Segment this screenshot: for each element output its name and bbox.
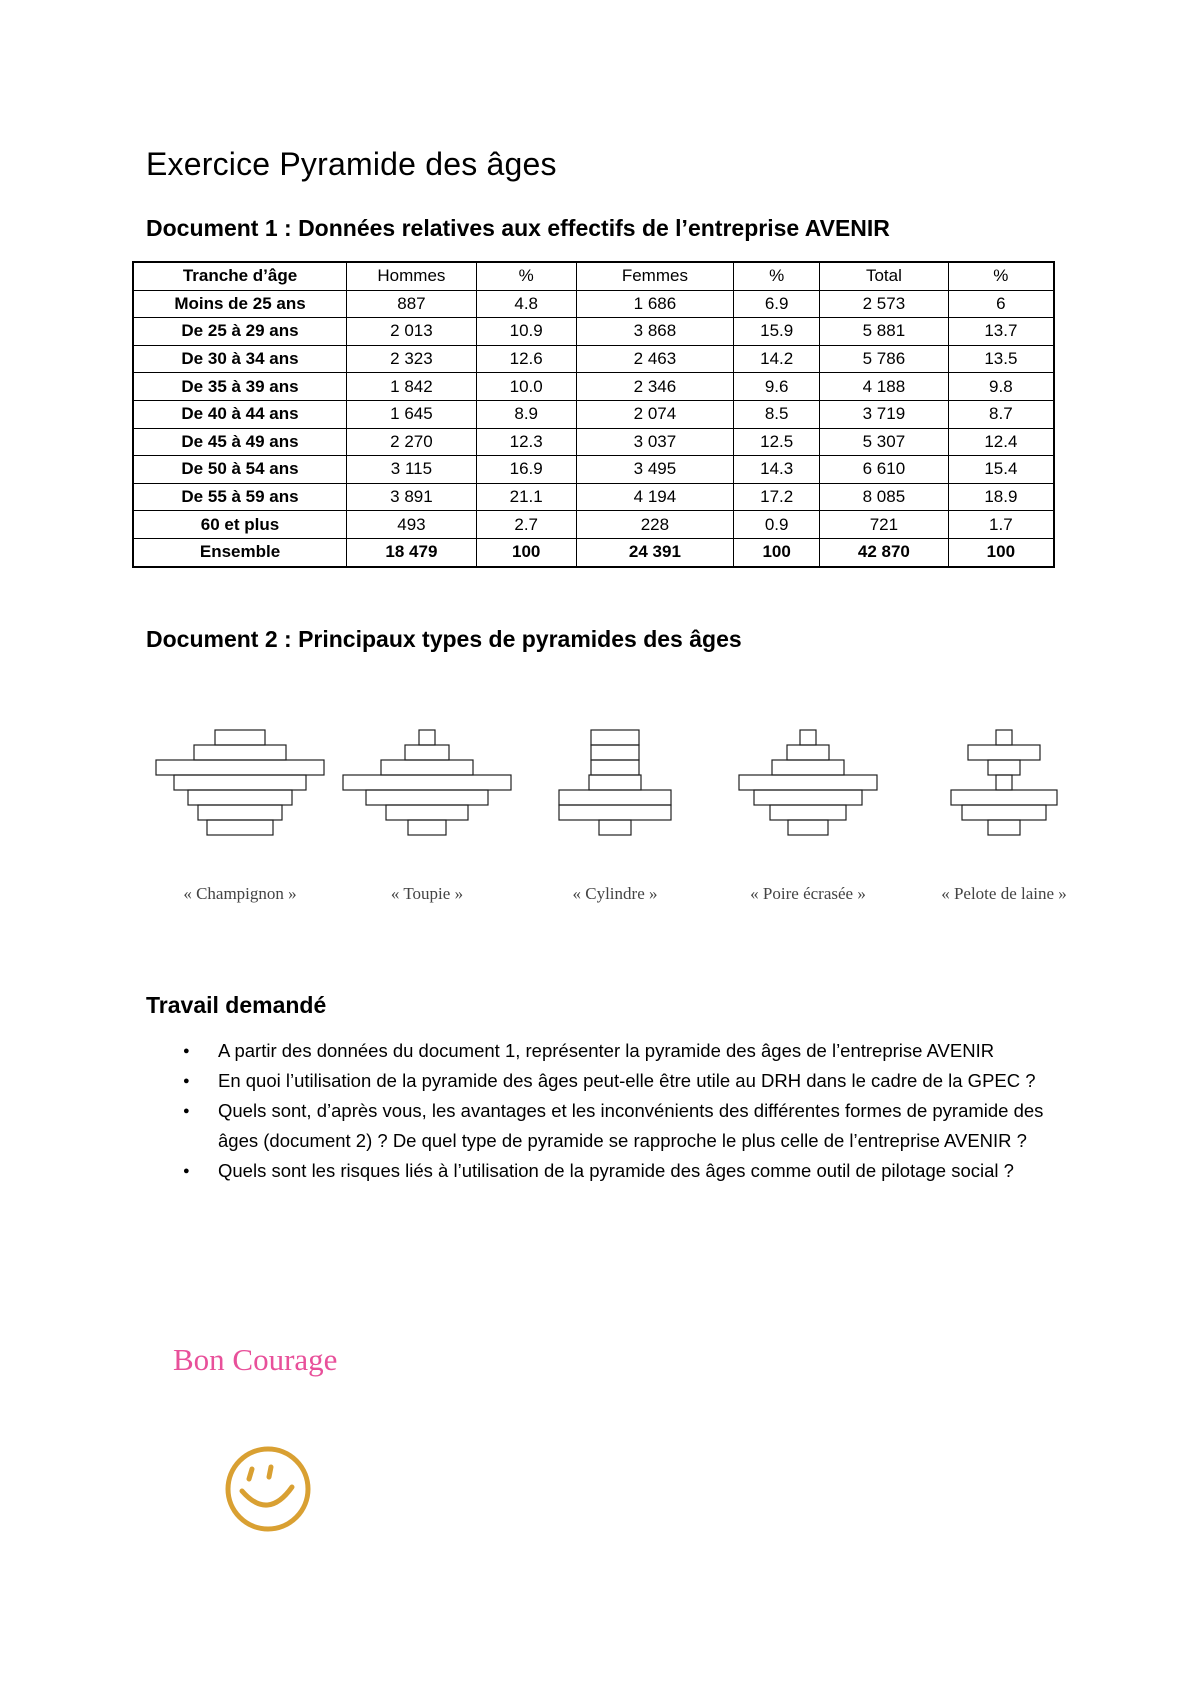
table-cell: 12.6 <box>476 345 576 373</box>
pyramid-bar <box>207 820 273 835</box>
pyramid-bar <box>194 745 286 760</box>
table-cell: Ensemble <box>133 538 347 566</box>
pyramid-bar <box>381 760 473 775</box>
pyramid-bar <box>408 820 446 835</box>
table-cell: 18.9 <box>948 483 1054 511</box>
table-row <box>133 483 1054 511</box>
pyramid-bar <box>996 730 1012 745</box>
pyramid-bar <box>772 760 844 775</box>
bon-courage-text: Bon Courage <box>173 1342 338 1377</box>
table-cell: 3 037 <box>576 428 734 456</box>
table-cell: 42 870 <box>820 538 949 566</box>
table-cell: 8 085 <box>820 483 949 511</box>
pyramid-bar <box>559 790 671 805</box>
pyramid-type-shape <box>559 730 671 835</box>
pyramid-bar <box>188 790 292 805</box>
table-cell: % <box>734 262 820 290</box>
pyramid-bar <box>198 805 282 820</box>
pyramid-bar <box>800 730 816 745</box>
table-cell: 3 891 <box>347 483 477 511</box>
document-1-heading: Document 1 : Données relatives aux effectifs de l’entreprise AVENIR <box>146 215 890 241</box>
table-row <box>133 290 1054 318</box>
table-cell: 12.5 <box>734 428 820 456</box>
table-cell: 18 479 <box>347 538 477 566</box>
table-cell: 721 <box>820 511 949 539</box>
table-cell: De 55 à 59 ans <box>133 483 347 511</box>
table-cell: 6 610 <box>820 456 949 484</box>
table-cell: 3 115 <box>347 456 477 484</box>
table-cell: 8.5 <box>734 400 820 428</box>
table-row <box>133 400 1054 428</box>
table-cell: 493 <box>347 511 477 539</box>
table-cell: 1 686 <box>576 290 734 318</box>
pyramid-bar <box>770 805 846 820</box>
list-item: ● A partir des données du document 1, représenter la pyramide des âges de l’entreprise AVENIR <box>176 1036 1056 1066</box>
pyramid-bar <box>559 805 671 820</box>
workforce-table-body <box>133 262 1054 567</box>
pyramid-bar <box>591 760 639 775</box>
pyramid-bar <box>787 745 829 760</box>
pyramid-types-figure <box>0 700 1200 860</box>
workforce-table <box>132 261 1055 568</box>
table-row <box>133 456 1054 484</box>
table-cell: 100 <box>734 538 820 566</box>
pyramid-type-caption: « Toupie » <box>390 884 464 903</box>
table-cell: 10.9 <box>476 318 576 346</box>
table-cell: De 25 à 29 ans <box>133 318 347 346</box>
table-cell: 2 013 <box>347 318 477 346</box>
pyramid-type-caption: « Poire écrasée » <box>750 884 866 903</box>
table-cell: 4 194 <box>576 483 734 511</box>
pyramid-bar <box>591 730 639 745</box>
table-cell: 100 <box>948 538 1054 566</box>
pyramid-bar <box>951 790 1057 805</box>
table-cell: 2 323 <box>347 345 477 373</box>
pyramid-bar <box>156 760 324 775</box>
table-cell: Total <box>820 262 949 290</box>
table-cell: 6.9 <box>734 290 820 318</box>
pyramid-bar <box>215 730 265 745</box>
table-cell: 16.9 <box>476 456 576 484</box>
table-cell: 9.8 <box>948 373 1054 401</box>
table-cell: 12.3 <box>476 428 576 456</box>
table-cell: 0.9 <box>734 511 820 539</box>
table-cell: 100 <box>476 538 576 566</box>
pyramid-bar <box>174 775 306 790</box>
list-item: ● En quoi l’utilisation de la pyramide des âges peut-elle être utile au DRH dans le cadre de la GPEC ? <box>176 1066 1056 1096</box>
smiley-icon <box>222 1443 314 1535</box>
table-cell: 21.1 <box>476 483 576 511</box>
table-cell: 3 719 <box>820 400 949 428</box>
table-cell: De 45 à 49 ans <box>133 428 347 456</box>
table-cell: 24 391 <box>576 538 734 566</box>
table-cell: 228 <box>576 511 734 539</box>
table-cell: 17.2 <box>734 483 820 511</box>
table-cell: 5 881 <box>820 318 949 346</box>
table-cell: 6 <box>948 290 1054 318</box>
list-item: ● Quels sont, d’après vous, les avantages et les inconvénients des différentes formes de pyramide des âges (document 2) ? De quel type de pyramide se rapproche le plus celle de l’entreprise AVENIR ? <box>176 1096 1056 1156</box>
list-item: ● Quels sont les risques liés à l’utilisation de la pyramide des âges comme outil de pilotage social ? <box>176 1156 1056 1186</box>
pyramid-bar <box>343 775 511 790</box>
pyramid-bar <box>591 745 639 760</box>
table-cell: % <box>948 262 1054 290</box>
table-cell: Moins de 25 ans <box>133 290 347 318</box>
pyramid-type-caption: « Pelote de laine » <box>941 884 1067 903</box>
table-cell: 2 573 <box>820 290 949 318</box>
table-cell: 5 786 <box>820 345 949 373</box>
pyramid-bar <box>988 760 1020 775</box>
pyramid-bar <box>589 775 641 790</box>
table-cell: De 30 à 34 ans <box>133 345 347 373</box>
table-cell: De 40 à 44 ans <box>133 400 347 428</box>
pyramid-bar <box>366 790 488 805</box>
table-cell: 2 270 <box>347 428 477 456</box>
pyramid-bar <box>739 775 877 790</box>
table-cell: 2 463 <box>576 345 734 373</box>
table-cell: 2 074 <box>576 400 734 428</box>
pyramid-type-shape <box>951 730 1057 835</box>
table-cell: 15.4 <box>948 456 1054 484</box>
table-cell: 1 645 <box>347 400 477 428</box>
table-cell: 1 842 <box>347 373 477 401</box>
pyramid-type-caption: « Cylindre » <box>572 884 658 903</box>
table-cell: De 50 à 54 ans <box>133 456 347 484</box>
pyramid-bar <box>405 745 449 760</box>
table-cell: 14.3 <box>734 456 820 484</box>
tasks-heading: Travail demandé <box>146 992 327 1018</box>
table-cell: 12.4 <box>948 428 1054 456</box>
table-cell: 8.7 <box>948 400 1054 428</box>
pyramid-bar <box>754 790 862 805</box>
table-row <box>133 428 1054 456</box>
table-cell: 13.5 <box>948 345 1054 373</box>
task-list <box>176 1036 1056 1186</box>
table-cell: 887 <box>347 290 477 318</box>
table-cell: 13.7 <box>948 318 1054 346</box>
table-cell: 2 346 <box>576 373 734 401</box>
table-cell: 14.2 <box>734 345 820 373</box>
pyramid-type-shape <box>156 730 324 835</box>
table-cell: Tranche d’âge <box>133 262 347 290</box>
table-row <box>133 318 1054 346</box>
pyramid-bar <box>962 805 1046 820</box>
pyramid-bar <box>599 820 631 835</box>
table-row <box>133 373 1054 401</box>
table-cell: 60 et plus <box>133 511 347 539</box>
pyramid-bar <box>988 820 1020 835</box>
table-cell: 3 495 <box>576 456 734 484</box>
table-row <box>133 345 1054 373</box>
table-cell: Hommes <box>347 262 477 290</box>
table-cell: 5 307 <box>820 428 949 456</box>
table-cell: 8.9 <box>476 400 576 428</box>
document-2-heading: Document 2 : Principaux types de pyramides des âges <box>146 626 742 652</box>
table-header-row <box>133 262 1054 290</box>
table-cell: 2.7 <box>476 511 576 539</box>
pyramid-bar <box>788 820 828 835</box>
pyramid-type-caption: « Champignon » <box>183 884 297 903</box>
table-row <box>133 511 1054 539</box>
table-cell: Femmes <box>576 262 734 290</box>
pyramid-bar <box>386 805 468 820</box>
table-cell: De 35 à 39 ans <box>133 373 347 401</box>
pyramid-type-shape <box>343 730 511 835</box>
table-cell: 4.8 <box>476 290 576 318</box>
table-cell: 9.6 <box>734 373 820 401</box>
table-cell: 15.9 <box>734 318 820 346</box>
pyramid-bar <box>419 730 435 745</box>
table-cell: % <box>476 262 576 290</box>
table-cell: 3 868 <box>576 318 734 346</box>
pyramid-bar <box>996 775 1012 790</box>
table-cell: 1.7 <box>948 511 1054 539</box>
table-cell: 4 188 <box>820 373 949 401</box>
pyramid-bar <box>968 745 1040 760</box>
table-total-row <box>133 538 1054 566</box>
pyramid-type-shape <box>739 730 877 835</box>
page-title: Exercice Pyramide des âges <box>146 146 557 182</box>
table-cell: 10.0 <box>476 373 576 401</box>
